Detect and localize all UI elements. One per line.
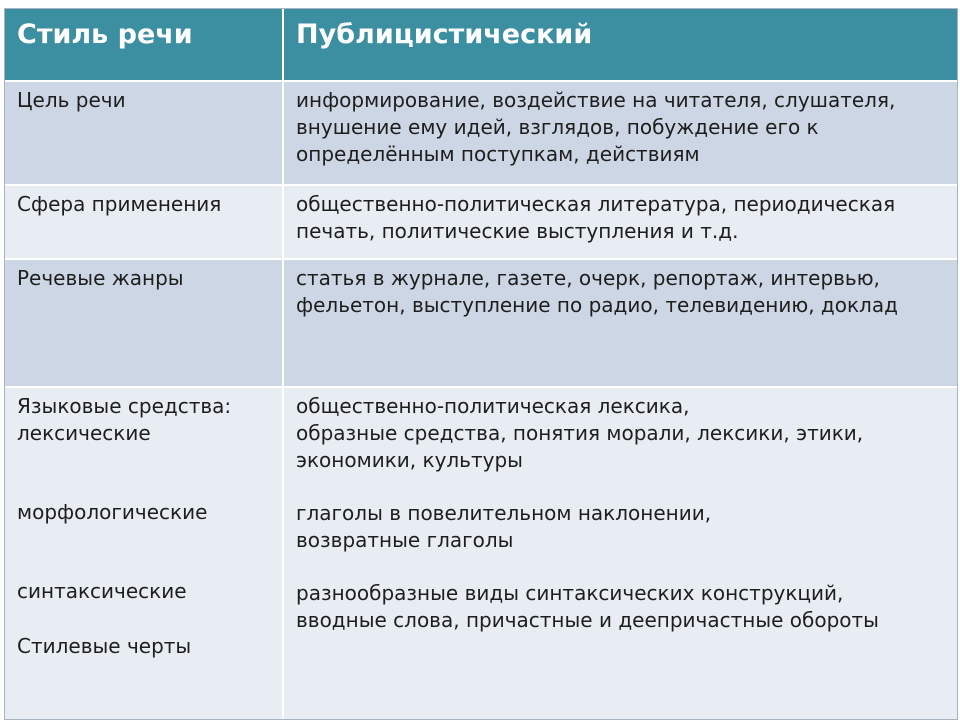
label-line: Языковые средства: xyxy=(17,394,232,418)
value-line: глаголы в повелительном наклонении, xyxy=(296,501,712,525)
value-line: фельетон, выступление по радио, телевидению, доклад xyxy=(296,293,898,317)
row-value-genres xyxy=(283,259,957,387)
value-line: определённым поступкам, действиям xyxy=(296,142,700,166)
row-label-language-means xyxy=(5,387,283,720)
row-label-sphere xyxy=(5,185,283,259)
speech-style-table xyxy=(5,9,957,720)
label-line: морфологические xyxy=(17,500,208,524)
value-line: общественно-политическая лексика, xyxy=(296,394,690,418)
label-line: лексические xyxy=(17,421,151,445)
row-value-language-means xyxy=(283,387,957,720)
value-line: экономики, культуры xyxy=(296,448,523,472)
value-line: информирование, воздействие на читателя, слушателя, xyxy=(296,88,896,112)
label-line: синтаксические xyxy=(17,579,187,603)
row-label-purpose xyxy=(5,81,283,185)
table-row-language-means xyxy=(5,387,957,720)
label-line: Стилевые черты xyxy=(17,634,192,658)
row-value-sphere xyxy=(283,185,957,259)
value-line: вводные слова, причастные и деепричастные обороты xyxy=(296,608,879,632)
header-speech-style: Стиль речи xyxy=(5,9,283,81)
value-line: общественно-политическая литература, периодическая xyxy=(296,192,896,216)
row-label-genres xyxy=(5,259,283,387)
row-value-purpose xyxy=(283,81,957,185)
value-line: внушение ему идей, взглядов, побуждение его к xyxy=(296,115,819,139)
value-line: разнообразные виды синтаксических конструкций, xyxy=(296,581,844,605)
table-row-sphere xyxy=(5,185,957,259)
table-row-genres xyxy=(5,259,957,387)
label-line: Речевые жанры xyxy=(17,266,184,290)
table-row-purpose xyxy=(5,81,957,185)
value-line: статья в журнале, газете, очерк, репортаж, интервью, xyxy=(296,266,880,290)
label-line: Сфера применения xyxy=(17,192,222,216)
value-line: печать, политические выступления и т.д. xyxy=(296,219,739,243)
style-table-frame xyxy=(4,8,958,720)
table-header-row xyxy=(5,9,957,81)
value-line: возвратные глаголы xyxy=(296,528,514,552)
header-publicistic: Публицистический xyxy=(283,9,957,81)
label-line: Цель речи xyxy=(17,88,126,112)
value-line: образные средства, понятия морали, лексики, этики, xyxy=(296,421,864,445)
